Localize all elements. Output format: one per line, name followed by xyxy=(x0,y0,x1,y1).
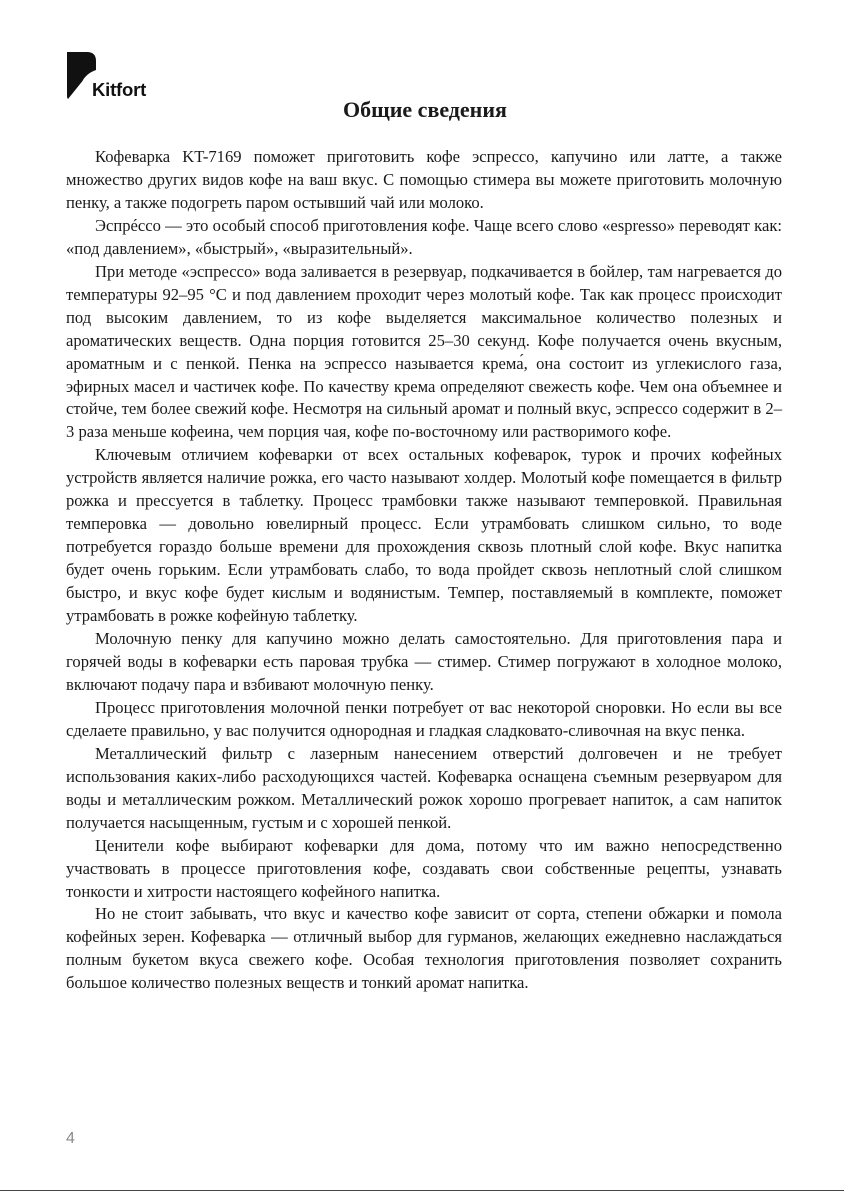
paragraph: Эспрéссо — это особый способ приготовления кофе. Чаще всего слово «espresso» переводят как: «под давлением», «быстрый», «выразительный». xyxy=(66,215,782,258)
paragraph: Ключевым отличием кофеварки от всех остальных кофеварок, турок и прочих кофейных устройств является наличие рожка, его часто называют холдер. Молотый кофе помещается в фильтр рожка и прессуется в таблетку. Процесс трамбовки также называют темперовкой. Правильная темперовка — довольно ювелирный процесс. Если утрамбовать слишком сильно, то воде потребуется гораздо больше времени для прохождения сквозь плотный слой кофе. Вкус напитка будет очень горьким. Если утрамбовать слабо, то вода пройдет сквозь неплотный слой слишком быстро, и вкус кофе будет кислым и водянистым. Темпер, поставляемый в комплекте, поможет утрамбовать в рожке кофейную таблетку. xyxy=(66,445,782,626)
paragraph: Металлический фильтр с лазерным нанесением отверстий долговечен и не требует использования каких-либо расходующихся частей. Кофеварка оснащена съемным резервуаром для воды и металлическим рожком. Металлический рожок хорошо прогревает напиток, а сам напиток получается насыщенным, густым и с хорошей пенкой. xyxy=(66,743,782,832)
page-title: Общие сведения xyxy=(343,97,507,122)
document-body xyxy=(66,146,782,995)
brand-logo xyxy=(66,52,166,102)
paragraph: При методе «эспрессо» вода заливается в резервуар, подкачивается в бойлер, там нагревается до температуры 92–95 °C и под давлением проходит через молотый кофе. Так как процесс происходит под высоким давлением, то из кофе выделяется максимальное количество полезных и ароматических веществ. Одна порция готовится 25–30 секунд. Кофе получается очень вкусным, ароматным и с пенкой. Пенка на эспрессо называется крема́, она состоит из углекислого газа, эфирных масел и частичек кофе. По качеству крема определяют свежесть кофе. Чем она объемнее и стойче, тем более свежий кофе. Несмотря на сильный аромат и полный вкус, эспрессо содержит в 2–3 раза меньше кофеина, чем порция чая, кофе по-восточному или растворимого кофе. xyxy=(66,261,782,442)
paragraph: Процесс приготовления молочной пенки потребует от вас некоторой сноровки. Но если вы все сделаете правильно, у вас получится однородная и гладкая сладковато-сливочная на вкус пенка. xyxy=(66,697,782,740)
page-number: 4 xyxy=(66,1130,75,1147)
paragraph: Ценители кофе выбирают кофеварки для дома, потому что им важно непосредственно участвовать в процессе приготовления кофе, создавать свои собственные рецепты, узнавать тонкости и хитрости настоящего кофейного напитка. xyxy=(66,835,782,901)
paragraph: Молочную пенку для капучино можно делать самостоятельно. Для приготовления пара и горячей воды в кофеварки есть паровая трубка — стимер. Стимер погружают в холодное молоко, включают подачу пара и взбивают молочную пенку. xyxy=(66,629,782,694)
paragraph: Но не стоит забывать, что вкус и качество кофе зависит от сорта, степени обжарки и помола кофейных зерен. Кофеварка — отличный выбор для гурманов, желающих ежедневно наслаждаться полным букетом вкуса свежего кофе. Особая технология приготовления позволяет сохранить большое количество полезных веществ и тонкий аромат напитка. xyxy=(66,904,782,993)
bottom-divider xyxy=(0,1190,844,1191)
brand-name: Kitfort xyxy=(92,79,147,100)
paragraph: Кофеварка KT-7169 поможет приготовить кофе эспрессо, капучино или латте, а также множество других видов кофе на ваш вкус. С помощью стимера вы можете приготовить молочную пенку, а также подогреть паром остывший чай или молоко. xyxy=(66,147,782,212)
